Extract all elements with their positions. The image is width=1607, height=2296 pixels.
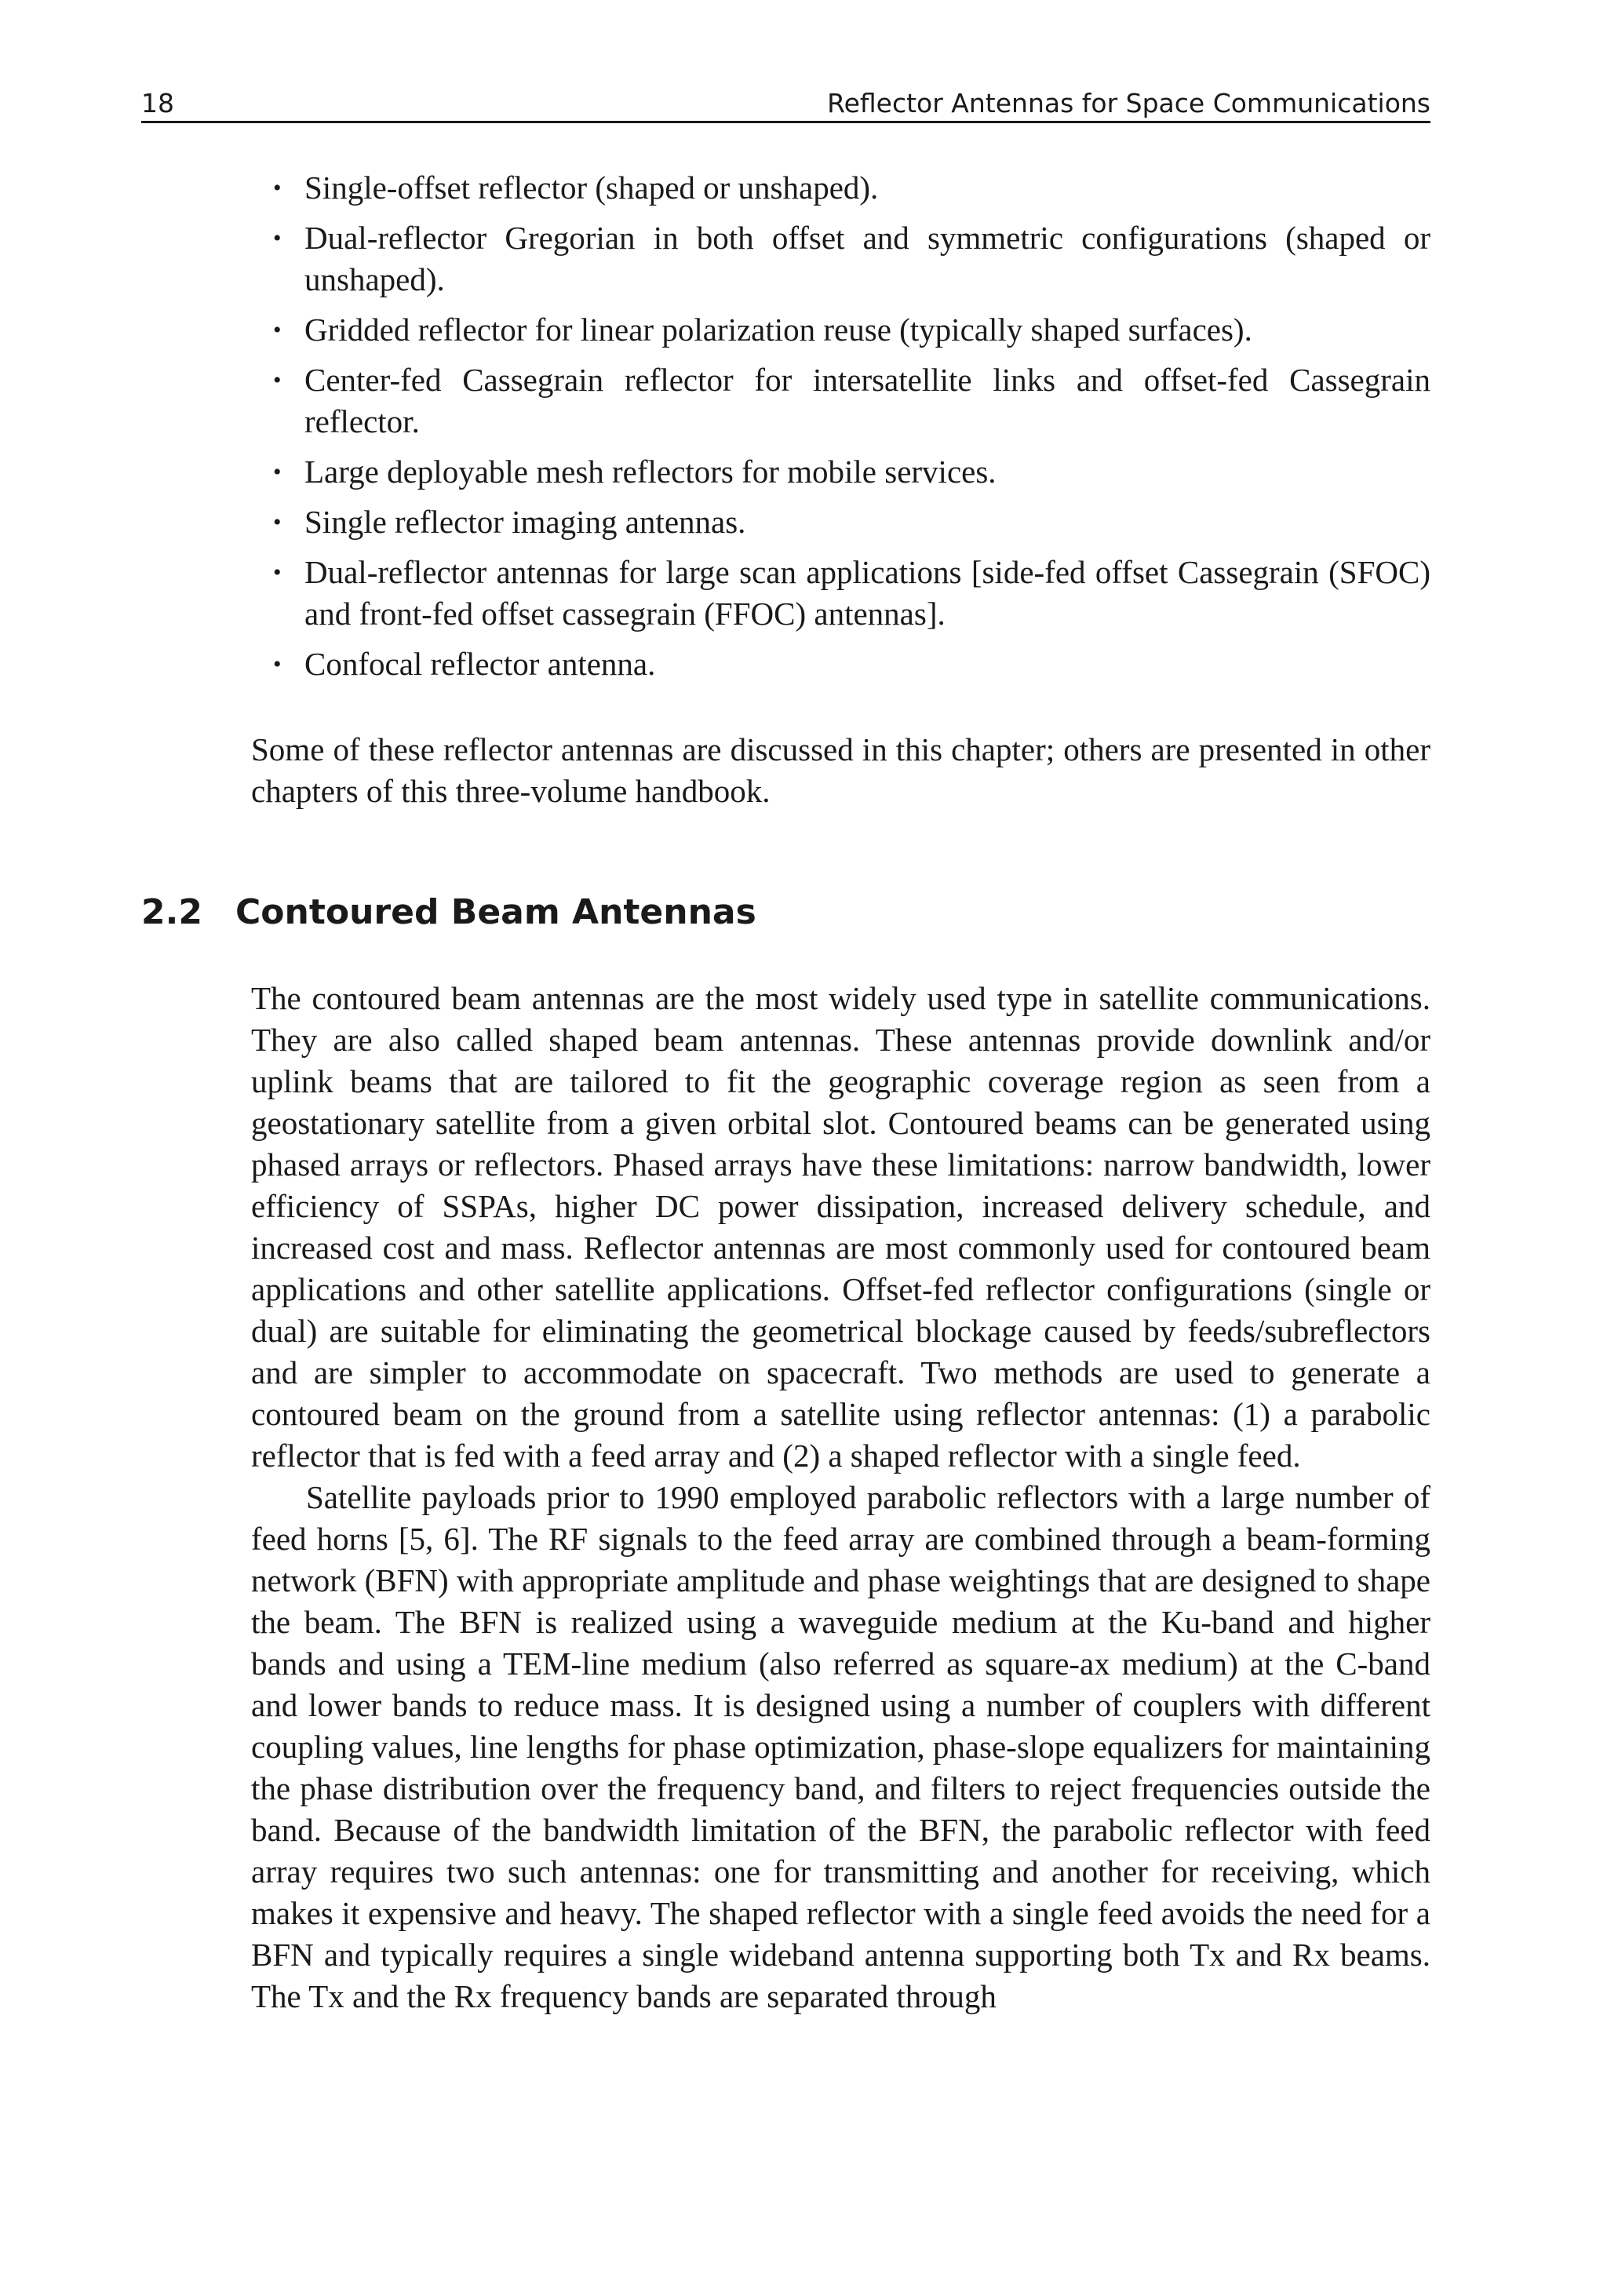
list-item bbox=[273, 501, 1430, 543]
running-title: Reflector Antennas for Space Communications bbox=[827, 88, 1430, 118]
list-item bbox=[273, 643, 1430, 685]
bullet-list bbox=[273, 167, 1430, 694]
bullet-icon: • bbox=[273, 559, 282, 585]
bullet-icon: • bbox=[273, 367, 282, 393]
section-heading bbox=[141, 889, 756, 936]
bullet-icon: • bbox=[273, 175, 282, 201]
list-item-text: Single reflector imaging antennas. bbox=[304, 504, 746, 540]
page-number: 18 bbox=[141, 88, 174, 118]
list-item-text: Large deployable mesh reflectors for mobile services. bbox=[304, 454, 997, 490]
bullet-icon: • bbox=[273, 651, 282, 677]
list-item-text: Single-offset reflector (shaped or unshaped). bbox=[304, 169, 879, 206]
bullet-icon: • bbox=[273, 317, 282, 343]
paragraph: The contoured beam antennas are the most widely used type in satellite communications. They are also called shaped beam antennas. These antennas provide downlink and/or uplink beams that are tailored to fit the geographic coverage region as seen from a geostationary satellite from a given orbital slot. Contoured beams can be generated using phased arrays or reflectors. Phased arrays have these limitations: narrow bandwidth, lower efficiency of SSPAs, higher DC power dissipation, increased delivery schedule, and increased cost and mass. Reflector antennas are most commonly used for contoured beam applications and other satellite applications. Offset-fed reflector configurations (single or dual) are suitable for eliminating the geometrical blockage caused by feeds/subreflectors and are simpler to accommodate on spacecraft. Two methods are used to generate a contoured beam on the ground from a satellite using reflector antennas: (1) a parabolic reflector that is fed with a feed array and (2) a shaped reflector with a single feed. bbox=[251, 980, 1430, 1474]
bullet-icon: • bbox=[273, 225, 282, 251]
list-item bbox=[273, 309, 1430, 351]
list-item bbox=[273, 359, 1430, 443]
list-item-text: Center-fed Cassegrain reflector for intersatellite links and offset-fed Cassegrain reflector. bbox=[304, 362, 1430, 439]
list-item-text: Dual-reflector Gregorian in both offset and symmetric configurations (shaped or unshaped). bbox=[304, 220, 1430, 297]
list-item-text: Confocal reflector antenna. bbox=[304, 646, 656, 682]
section-body bbox=[251, 978, 1430, 2017]
list-item bbox=[273, 167, 1430, 209]
section-title: Contoured Beam Antennas bbox=[235, 892, 756, 932]
paragraph: Satellite payloads prior to 1990 employed parabolic reflectors with a large number of feed horns [5, 6]. The RF signals to the feed array are combined through a beam-forming network (BFN) with appropriate amplitude and phase weightings that are designed to shape the beam. The BFN is realized using a waveguide medium at the Ku-band and higher bands and using a TEM-line medium (also referred as square-ax medium) at the C-band and lower bands to reduce mass. It is designed using a number of couplers with different coupling values, line lengths for phase optimization, phase-slope equalizers for maintaining the phase distribution over the frequency band, and filters to reject frequencies outside the band. Because of the bandwidth limitation of the BFN, the parabolic reflector with feed array requires two such antennas: one for transmitting and another for receiving, which makes it expensive and heavy. The shaped reflector with a single feed avoids the need for a BFN and typically requires a single wideband antenna supporting both Tx and Rx beams. The Tx and the Rx frequency bands are separated through bbox=[251, 1479, 1430, 2014]
bullet-icon: • bbox=[273, 509, 282, 535]
list-item bbox=[273, 552, 1430, 635]
section-number: 2.2 bbox=[141, 892, 202, 932]
running-head bbox=[141, 86, 1430, 123]
list-item-text: Gridded reflector for linear polarization reuse (typically shaped surfaces). bbox=[304, 312, 1252, 348]
bullet-icon: • bbox=[273, 459, 282, 485]
list-item bbox=[273, 451, 1430, 493]
intro-paragraph: Some of these reflector antennas are discussed in this chapter; others are presented in other chapters of this three-volume handbook. bbox=[251, 731, 1430, 809]
list-item-text: Dual-reflector antennas for large scan applications [side-fed offset Cassegrain (SFOC) and front-fed offset cassegrain (FFOC) antennas]. bbox=[304, 554, 1430, 632]
list-item bbox=[273, 217, 1430, 301]
